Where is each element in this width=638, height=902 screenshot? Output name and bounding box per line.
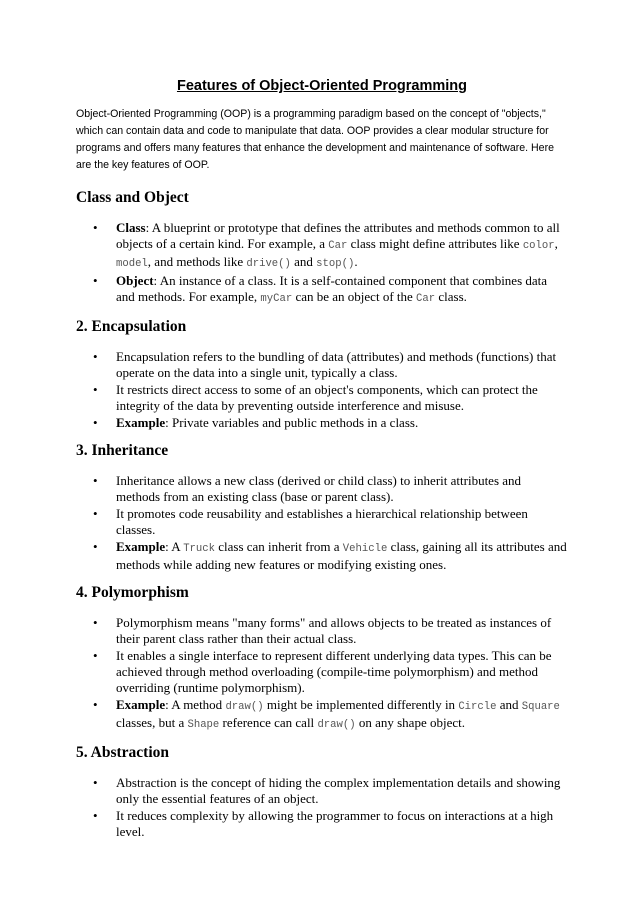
list-item: • Example: A method draw() might be implemented differently in Circle and Square classes, but a Shape reference can call draw() on any shape object. [116,697,568,733]
list-item: • Object: An instance of a class. It is a self-contained component that combines data and methods. For example, myCar can be an object of the Car class. [116,273,568,307]
code-snippet: Vehicle [342,543,388,555]
section-polymorphism [76,583,568,733]
bullet-list [76,775,568,840]
term-label: Class [116,220,146,235]
list-item: • Abstraction is the concept of hiding the complex implementation details and showing only the essential features of an object. [116,775,568,807]
section-abstraction [76,743,568,840]
list-item: • It reduces complexity by allowing the programmer to focus on interactions at a high level. [116,808,568,840]
section-inheritance [76,441,568,573]
code-snippet: Shape [187,719,220,731]
bullet-list [76,349,568,431]
code-snippet: draw() [317,719,356,731]
section-encapsulation [76,317,568,431]
section-heading: 5. Abstraction [76,744,169,761]
term-label: Example [116,697,166,712]
section-heading: 4. Polymorphism [76,584,189,601]
list-item: • Inheritance allows a new class (derived or child class) to inherit attributes and methods from an existing class (base or parent class). [116,473,568,505]
section-heading: 2. Encapsulation [76,318,187,335]
list-item: • Encapsulation refers to the bundling of data (attributes) and methods (functions) that operate on the data into a single unit, typically a class. [116,349,568,381]
code-snippet: myCar [260,293,293,305]
section-heading: 3. Inheritance [76,442,169,459]
list-item: • It enables a single interface to represent different underlying data types. This can be achieved through method overloading (compile-time polymorphism) and method overriding (runtime polymorphism). [116,648,568,696]
code-snippet: Square [521,701,560,713]
code-snippet: drive() [246,258,291,270]
term-label: Example [116,539,166,554]
list-item: • Class: A blueprint or prototype that defines the attributes and methods common to all objects of a certain kind. For example, a Car class might define attributes like color, model, and methods like drive() and stop(). [116,220,568,272]
code-snippet: Car [416,293,436,305]
term-label: Object [116,273,154,288]
section-class-and-object [76,188,568,307]
term-label: Example [116,415,166,430]
list-item: • Polymorphism means "many forms" and allows objects to be treated as instances of their parent class rather than their actual class. [116,615,568,647]
code-snippet: draw() [225,701,264,713]
bullet-list [76,615,568,733]
list-item: • Example: Private variables and public methods in a class. [116,415,568,431]
code-snippet: Truck [183,543,215,555]
code-snippet: Circle [458,701,497,713]
intro-paragraph: Object-Oriented Programming (OOP) is a programming paradigm based on the concept of "objects," which can contain data and code to manipulate that data. OOP provides a clear modular structure for programs and offers many features that enhance the development and maintenance of software. Here are the key features of OOP. [76,108,554,171]
list-item: • It restricts direct access to some of an object's components, which can protect the integrity of the data by preventing outside interference and misuse. [116,382,568,414]
code-snippet: color [522,240,555,252]
list-item: • It promotes code reusability and establishes a hierarchical relationship between classes. [116,506,568,538]
document-title: Features of Object-Oriented Programming [176,78,468,94]
code-snippet: model [116,258,148,270]
section-heading: Class and Object [76,189,189,206]
code-snippet: stop() [316,258,355,270]
bullet-list [76,473,568,573]
code-snippet: Car [328,240,348,252]
bullet-list [76,220,568,307]
list-item: • Example: A Truck class can inherit from a Vehicle class, gaining all its attributes and methods while adding new features or modifying existing ones. [116,539,568,573]
